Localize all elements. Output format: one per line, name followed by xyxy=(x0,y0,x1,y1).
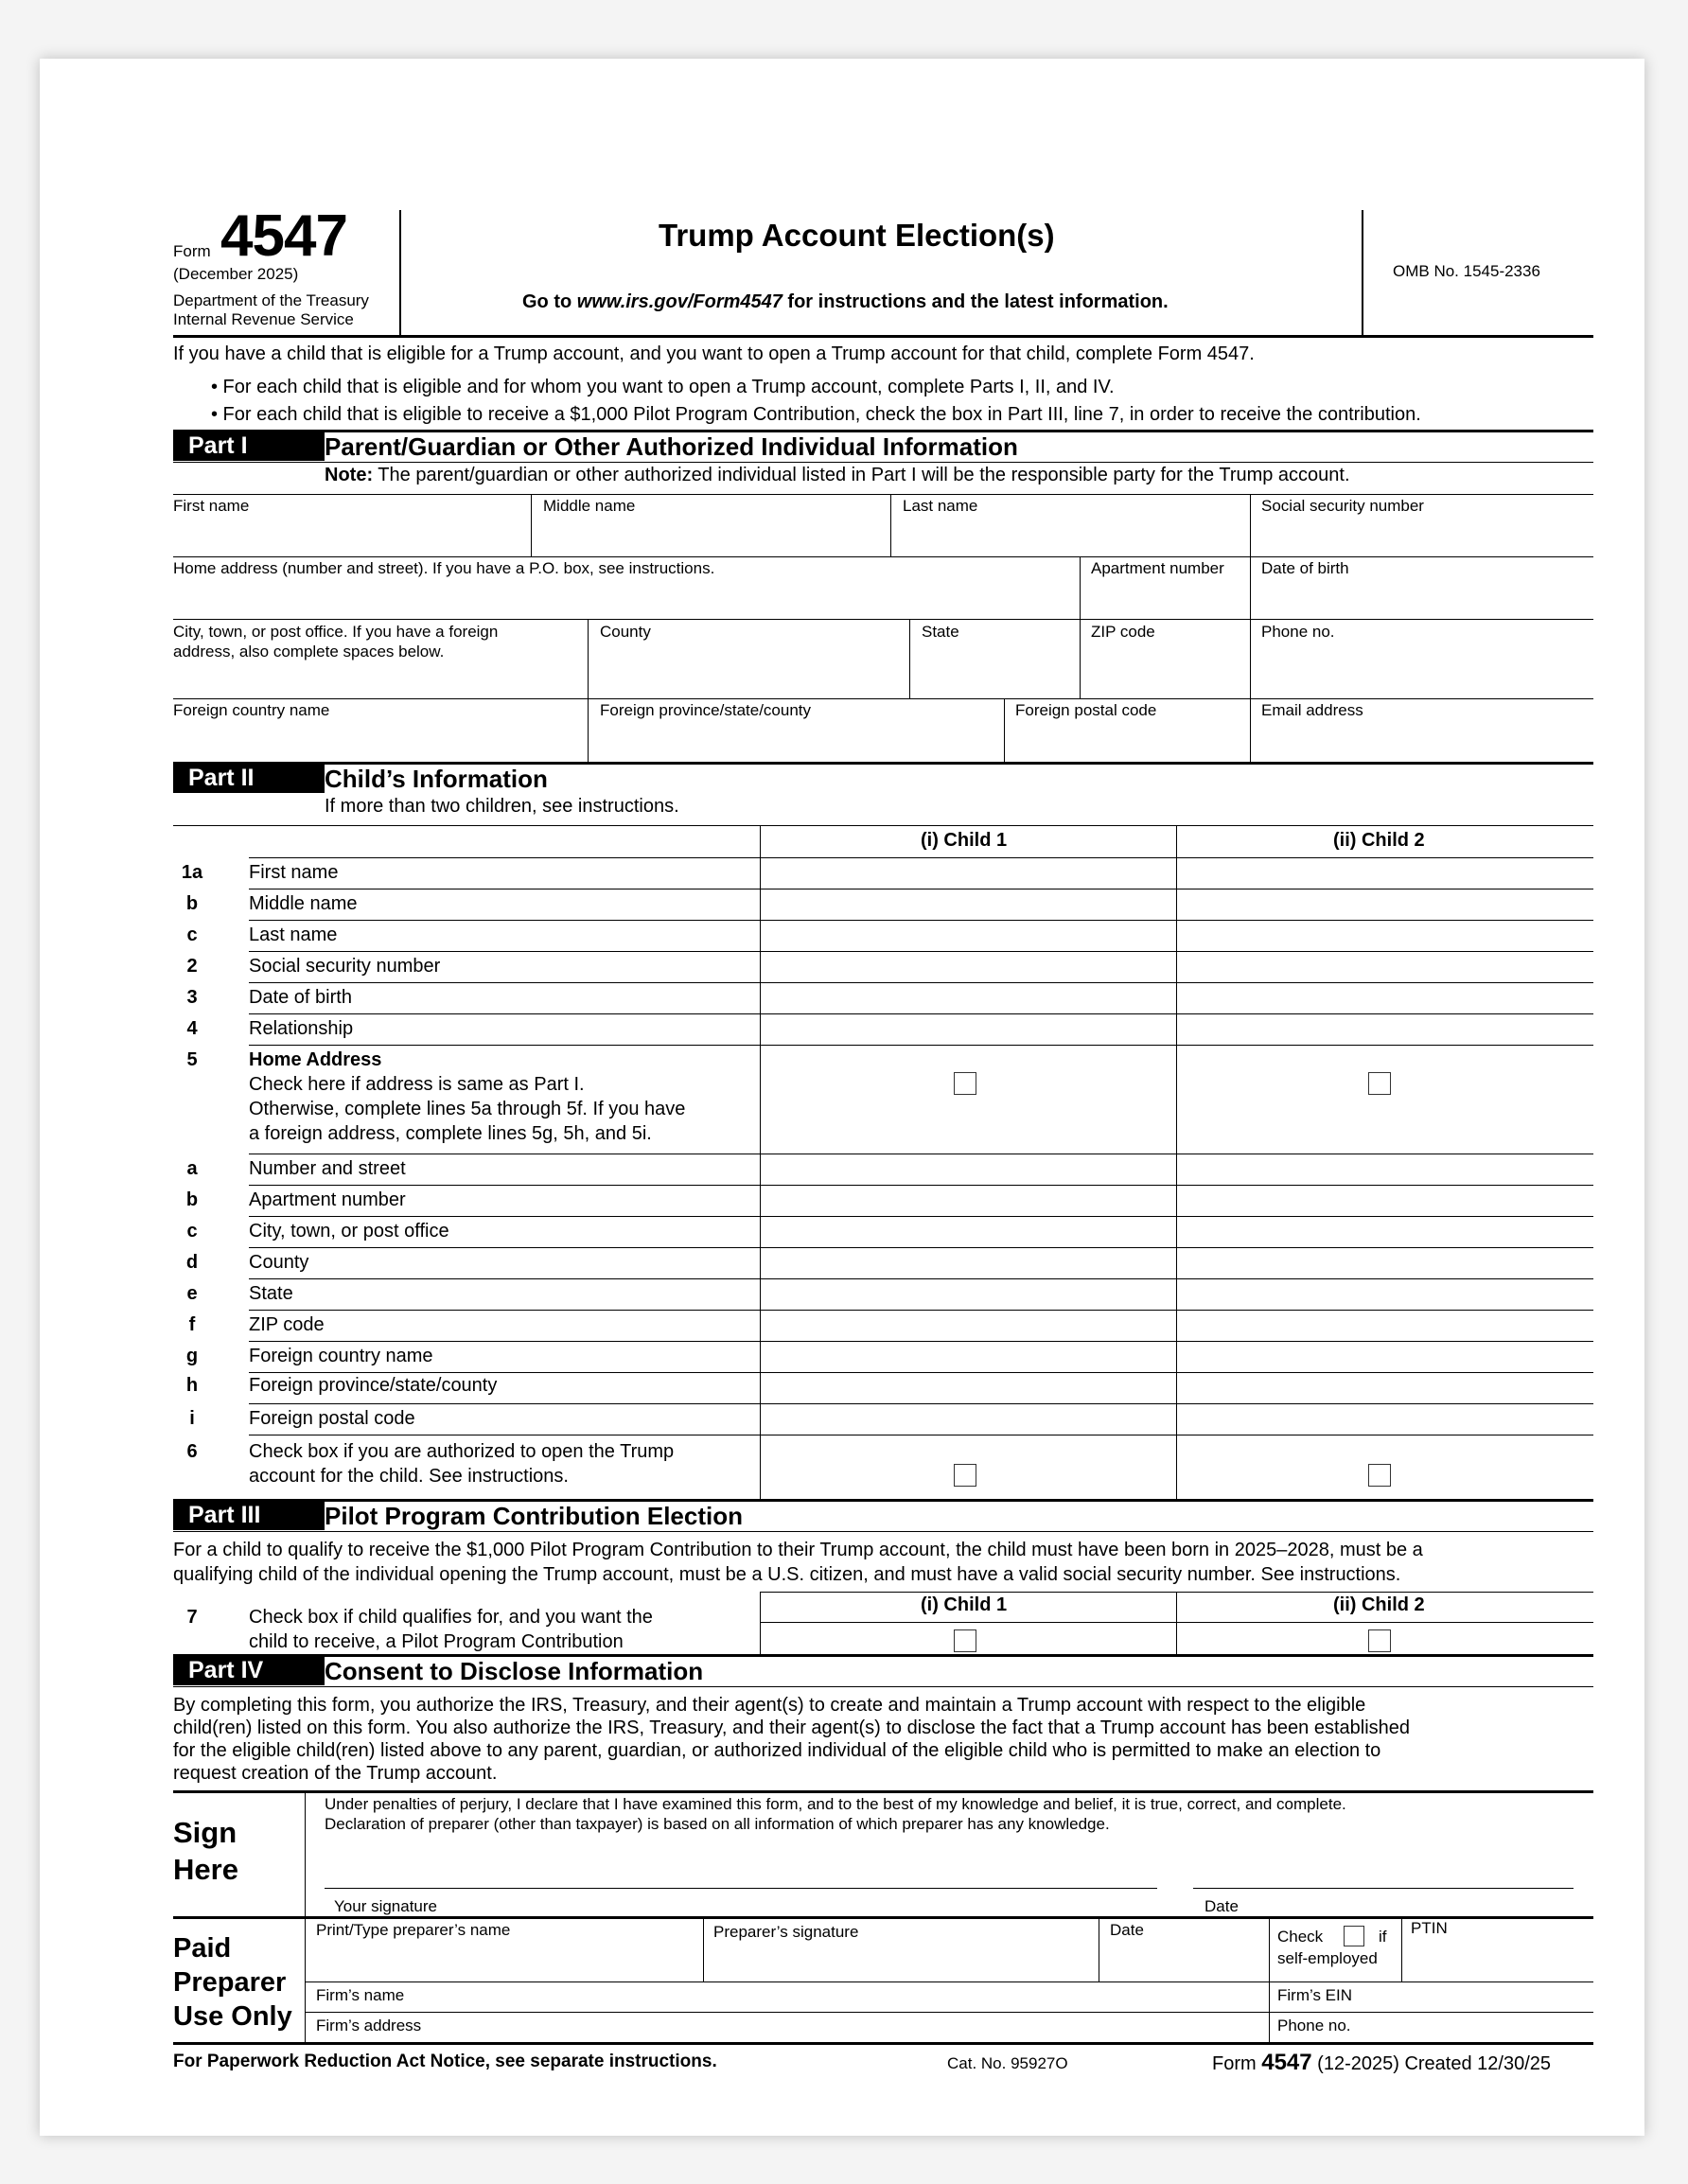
part-4-text-4: request creation of the Trump account. xyxy=(173,1763,498,1784)
line-5h-label: Foreign province/state/county xyxy=(249,1375,498,1396)
line-2-number: 2 xyxy=(186,956,198,977)
child-1-county-input[interactable] xyxy=(762,1249,1174,1277)
line-7-number: 7 xyxy=(186,1607,198,1628)
apartment-input[interactable] xyxy=(1081,581,1248,617)
part-3-child-2-header: (ii) Child 2 xyxy=(1333,1594,1425,1615)
line-5a-number: a xyxy=(186,1158,198,1179)
preparer-date-label: Date xyxy=(1110,1921,1144,1939)
line-6-text-2: account for the child. See instructions. xyxy=(249,1466,569,1487)
line-5d-label: County xyxy=(249,1252,309,1273)
preparer-date-input[interactable] xyxy=(1100,1942,1267,1980)
line-5c-label: City, town, or post office xyxy=(249,1221,449,1242)
foreign-country-label: Foreign country name xyxy=(173,701,330,719)
firm-address-input[interactable] xyxy=(438,2014,1267,2040)
phone-label: Phone no. xyxy=(1261,623,1335,641)
child-2-foreign-province-input[interactable] xyxy=(1178,1374,1592,1402)
foreign-postal-input[interactable] xyxy=(1006,723,1248,759)
department: Department of the Treasury xyxy=(173,291,369,309)
child-1-foreign-province-input[interactable] xyxy=(762,1374,1174,1402)
agency: Internal Revenue Service xyxy=(173,310,354,328)
zip-label: ZIP code xyxy=(1091,623,1155,641)
line-5h-number: h xyxy=(185,1375,199,1396)
line-4-number: 4 xyxy=(186,1018,198,1039)
child-2-foreign-postal-input[interactable] xyxy=(1178,1405,1592,1434)
preparer-phone-label: Phone no. xyxy=(1277,2017,1351,2034)
part-1-tag: Part I xyxy=(173,432,325,461)
line-1b-number: b xyxy=(185,893,199,914)
firm-ein-input[interactable] xyxy=(1365,1983,1592,2010)
first-name-label: First name xyxy=(173,497,250,515)
instructions-link-line: Go to www.irs.gov/Form4547 for instructions and the latest information. xyxy=(522,291,1169,312)
omb-number: OMB No. 1545-2336 xyxy=(1393,262,1540,280)
child-1-foreign-postal-input[interactable] xyxy=(762,1405,1174,1434)
check-label: Check xyxy=(1277,1928,1324,1946)
part-4-text-3: for the eligible child(ren) listed above to any parent, guardian, or authorized individual of the eligible child who is permitted to make an election to xyxy=(173,1740,1381,1761)
sign-date-label: Date xyxy=(1204,1897,1239,1915)
part-3-text-1: For a child to qualify to receive the $1,000 Pilot Program Contribution to their Trump account, the child must have been born in 2025–2028, must be a xyxy=(173,1540,1423,1560)
irs-url[interactable]: www.irs.gov/Form4547 xyxy=(576,291,782,312)
child-1-same-address-checkbox[interactable] xyxy=(954,1072,976,1095)
foreign-postal-label: Foreign postal code xyxy=(1015,701,1157,719)
sign-label-1: Sign xyxy=(173,1816,237,1849)
child-1-column-header: (i) Child 1 xyxy=(921,830,1008,851)
line-1a-number: 1a xyxy=(181,862,203,883)
city-label-line-1: City, town, or post office. If you have a foreign xyxy=(173,623,499,641)
line-5-text-1: Check here if address is same as Part I. xyxy=(249,1074,585,1095)
child-1-street-input[interactable] xyxy=(762,1155,1174,1184)
ptin-input[interactable] xyxy=(1403,1940,1592,1980)
child-2-same-address-checkbox[interactable] xyxy=(1368,1072,1391,1095)
part-3-text-2: qualifying child of the individual opening the Trump account, must be a U.S. citizen, and must have a valid social security number. See instructions. xyxy=(173,1564,1401,1585)
form-revision: (December 2025) xyxy=(173,265,299,283)
zip-input[interactable] xyxy=(1081,643,1248,696)
line-6-number: 6 xyxy=(186,1441,198,1462)
email-input[interactable] xyxy=(1252,723,1592,759)
child-1-authorized-checkbox[interactable] xyxy=(954,1464,976,1487)
part-4-text-2: child(ren) listed on this form. You also authorize the IRS, Treasury, and their agent(s) to disclose the fact that a Trump account has been established xyxy=(173,1717,1411,1738)
line-5g-number: g xyxy=(185,1346,199,1366)
phone-input[interactable] xyxy=(1252,643,1592,696)
line-5-title: Home Address xyxy=(249,1049,382,1070)
part-4-tag: Part IV xyxy=(173,1656,325,1685)
line-5g-label: Foreign country name xyxy=(249,1346,433,1366)
dob-input[interactable] xyxy=(1252,581,1592,617)
part-2-subtitle: If more than two children, see instructions. xyxy=(325,796,679,817)
child-2-last-name-input[interactable] xyxy=(1178,922,1592,950)
intro-text: If you have a child that is eligible for a Trump account, and you want to open a Trump account for that child, complete Form 4547. xyxy=(173,343,1255,364)
your-signature-field[interactable] xyxy=(325,1847,1157,1887)
line-5f-number: f xyxy=(188,1314,196,1335)
line-3-number: 3 xyxy=(186,987,198,1008)
ssn-label: Social security number xyxy=(1261,497,1424,515)
part-2-tag: Part II xyxy=(173,764,325,793)
last-name-input[interactable] xyxy=(892,519,1248,555)
child-1-zip-input[interactable] xyxy=(762,1312,1174,1340)
child-2-foreign-country-input[interactable] xyxy=(1178,1343,1592,1371)
line-5e-label: State xyxy=(249,1283,293,1304)
line-1b-label: Middle name xyxy=(249,893,358,914)
line-6-text-1: Check box if you are authorized to open the Trump xyxy=(249,1441,675,1462)
dob-label: Date of birth xyxy=(1261,559,1349,577)
line-1c-number: c xyxy=(186,925,198,945)
firm-ein-label: Firm’s EIN xyxy=(1277,1986,1353,2004)
child-2-authorized-checkbox[interactable] xyxy=(1368,1464,1391,1487)
part-4-text-1: By completing this form, you authorize the IRS, Treasury, and their agent(s) to create and maintain a Trump account with respect to the eligible xyxy=(173,1695,1366,1716)
self-employed-label: self-employed xyxy=(1277,1949,1378,1967)
part-1-title: Parent/Guardian or Other Authorized Individual Information xyxy=(325,432,1018,461)
county-label: County xyxy=(600,623,651,641)
perjury-statement-1: Under penalties of perjury, I declare that I have examined this form, and to the best of my knowledge and belief, it is true, correct, and complete. xyxy=(325,1795,1346,1813)
line-7-text-2: child to receive, a Pilot Program Contribution xyxy=(249,1631,624,1652)
foreign-country-input[interactable] xyxy=(173,723,586,759)
sign-date-field[interactable] xyxy=(1193,1847,1574,1887)
preparer-label-3: Use Only xyxy=(173,2001,292,2032)
state-label: State xyxy=(922,623,959,641)
preparer-signature-label: Preparer’s signature xyxy=(713,1923,859,1941)
state-input[interactable] xyxy=(911,643,1078,696)
preparer-label-1: Paid xyxy=(173,1933,232,1964)
firm-address-label: Firm’s address xyxy=(316,2017,422,2034)
preparer-signature-input[interactable] xyxy=(705,1944,1097,1980)
child-1-middle-name-input[interactable] xyxy=(762,890,1174,919)
ptin-label: PTIN xyxy=(1411,1919,1448,1937)
line-5-number: 5 xyxy=(186,1049,198,1070)
child-2-street-input[interactable] xyxy=(1178,1155,1592,1184)
child-1-last-name-input[interactable] xyxy=(762,922,1174,950)
child-2-first-name-input[interactable] xyxy=(1178,859,1592,888)
child-2-zip-input[interactable] xyxy=(1178,1312,1592,1340)
line-2-label: Social security number xyxy=(249,956,441,977)
line-5a-label: Number and street xyxy=(249,1158,406,1179)
preparer-name-input[interactable] xyxy=(308,1942,701,1980)
last-name-label: Last name xyxy=(903,497,978,515)
line-5i-number: i xyxy=(189,1408,195,1429)
child-2-city-input[interactable] xyxy=(1178,1218,1592,1246)
preparer-label-2: Preparer xyxy=(173,1967,287,1998)
line-5-text-2: Otherwise, complete lines 5a through 5f. If you have xyxy=(249,1099,686,1119)
firm-name-label: Firm’s name xyxy=(316,1986,405,2004)
form-title: Trump Account Election(s) xyxy=(659,218,1055,253)
form-word: Form xyxy=(173,242,211,260)
child-1-relationship-input[interactable] xyxy=(762,1015,1174,1044)
child-1-city-input[interactable] xyxy=(762,1218,1174,1246)
line-5c-number: c xyxy=(186,1221,198,1242)
foreign-province-input[interactable] xyxy=(589,723,1002,759)
ssn-input[interactable] xyxy=(1252,519,1592,555)
catalog-number: Cat. No. 95927O xyxy=(947,2054,1068,2072)
child-2-apartment-input[interactable] xyxy=(1178,1187,1592,1215)
intro-bullet-2: • For each child that is eligible to receive a $1,000 Pilot Program Contribution, check the box in Part III, line 7, in order to receive the contribution. xyxy=(211,404,1421,425)
line-1a-label: First name xyxy=(249,862,339,883)
city-input[interactable] xyxy=(173,664,586,696)
line-3-label: Date of birth xyxy=(249,987,352,1008)
child-1-pilot-checkbox[interactable] xyxy=(954,1629,976,1652)
preparer-name-label: Print/Type preparer’s name xyxy=(316,1921,511,1939)
child-2-county-input[interactable] xyxy=(1178,1249,1592,1277)
form-sheet xyxy=(40,59,1644,2136)
child-2-column-header: (ii) Child 2 xyxy=(1333,830,1425,851)
child-2-dob-input[interactable] xyxy=(1178,984,1592,1013)
child-1-apartment-input[interactable] xyxy=(762,1187,1174,1215)
email-label: Email address xyxy=(1261,701,1363,719)
part-4-title: Consent to Disclose Information xyxy=(325,1657,704,1685)
line-5b-label: Apartment number xyxy=(249,1189,406,1210)
sign-label-2: Here xyxy=(173,1853,238,1886)
part-3-tag: Part III xyxy=(173,1501,325,1530)
child-1-ssn-input[interactable] xyxy=(762,953,1174,981)
first-name-input[interactable] xyxy=(173,519,529,555)
child-2-state-input[interactable] xyxy=(1178,1280,1592,1309)
home-address-label: Home address (number and street). If you have a P.O. box, see instructions. xyxy=(173,559,715,577)
part-3-child-1-header: (i) Child 1 xyxy=(921,1594,1008,1615)
line-5b-number: b xyxy=(185,1189,199,1210)
line-5e-number: e xyxy=(186,1283,198,1304)
line-5d-number: d xyxy=(185,1252,199,1273)
line-5f-label: ZIP code xyxy=(249,1314,325,1335)
footer-form-id: Form 4547 (12-2025) Created 12/30/25 xyxy=(1212,2050,1552,2075)
intro-bullet-1: • For each child that is eligible and for whom you want to open a Trump account, complete Parts I, II, and IV. xyxy=(211,377,1115,397)
your-signature-label: Your signature xyxy=(334,1897,438,1915)
apartment-label: Apartment number xyxy=(1091,559,1224,577)
child-2-pilot-checkbox[interactable] xyxy=(1368,1629,1391,1652)
form-number: 4547 xyxy=(220,203,347,269)
line-1c-label: Last name xyxy=(249,925,338,945)
foreign-province-label: Foreign province/state/county xyxy=(600,701,812,719)
middle-name-label: Middle name xyxy=(543,497,636,515)
home-address-input[interactable] xyxy=(173,581,1078,617)
part-2-title: Child’s Information xyxy=(325,765,548,793)
middle-name-input[interactable] xyxy=(533,519,888,555)
line-5-text-3: a foreign address, complete lines 5g, 5h, and 5i. xyxy=(249,1123,652,1144)
child-1-dob-input[interactable] xyxy=(762,984,1174,1013)
child-1-first-name-input[interactable] xyxy=(762,859,1174,888)
county-input[interactable] xyxy=(589,643,907,696)
child-2-relationship-input[interactable] xyxy=(1178,1015,1592,1044)
form-header xyxy=(173,203,1593,338)
child-1-foreign-country-input[interactable] xyxy=(762,1343,1174,1371)
line-7-text-1: Check box if child qualifies for, and you want the xyxy=(249,1607,653,1628)
child-2-middle-name-input[interactable] xyxy=(1178,890,1592,919)
self-employed-checkbox[interactable] xyxy=(1344,1926,1364,1946)
firm-name-input[interactable] xyxy=(419,1983,1267,2010)
part-1-note: Note: The parent/guardian or other authorized individual listed in Part I will be the responsible party for the Trump account. xyxy=(325,465,1350,485)
city-label-line-2: address, also complete spaces below. xyxy=(173,643,445,660)
line-5i-label: Foreign postal code xyxy=(249,1408,415,1429)
child-1-state-input[interactable] xyxy=(762,1280,1174,1309)
if-label: if xyxy=(1379,1928,1387,1946)
part-3-title: Pilot Program Contribution Election xyxy=(325,1502,743,1530)
line-4-label: Relationship xyxy=(249,1018,354,1039)
paperwork-notice: For Paperwork Reduction Act Notice, see separate instructions. xyxy=(173,2052,717,2071)
preparer-phone-input[interactable] xyxy=(1365,2014,1592,2040)
perjury-statement-2: Declaration of preparer (other than taxpayer) is based on all information of which preparer has any knowledge. xyxy=(325,1815,1110,1833)
child-2-ssn-input[interactable] xyxy=(1178,953,1592,981)
